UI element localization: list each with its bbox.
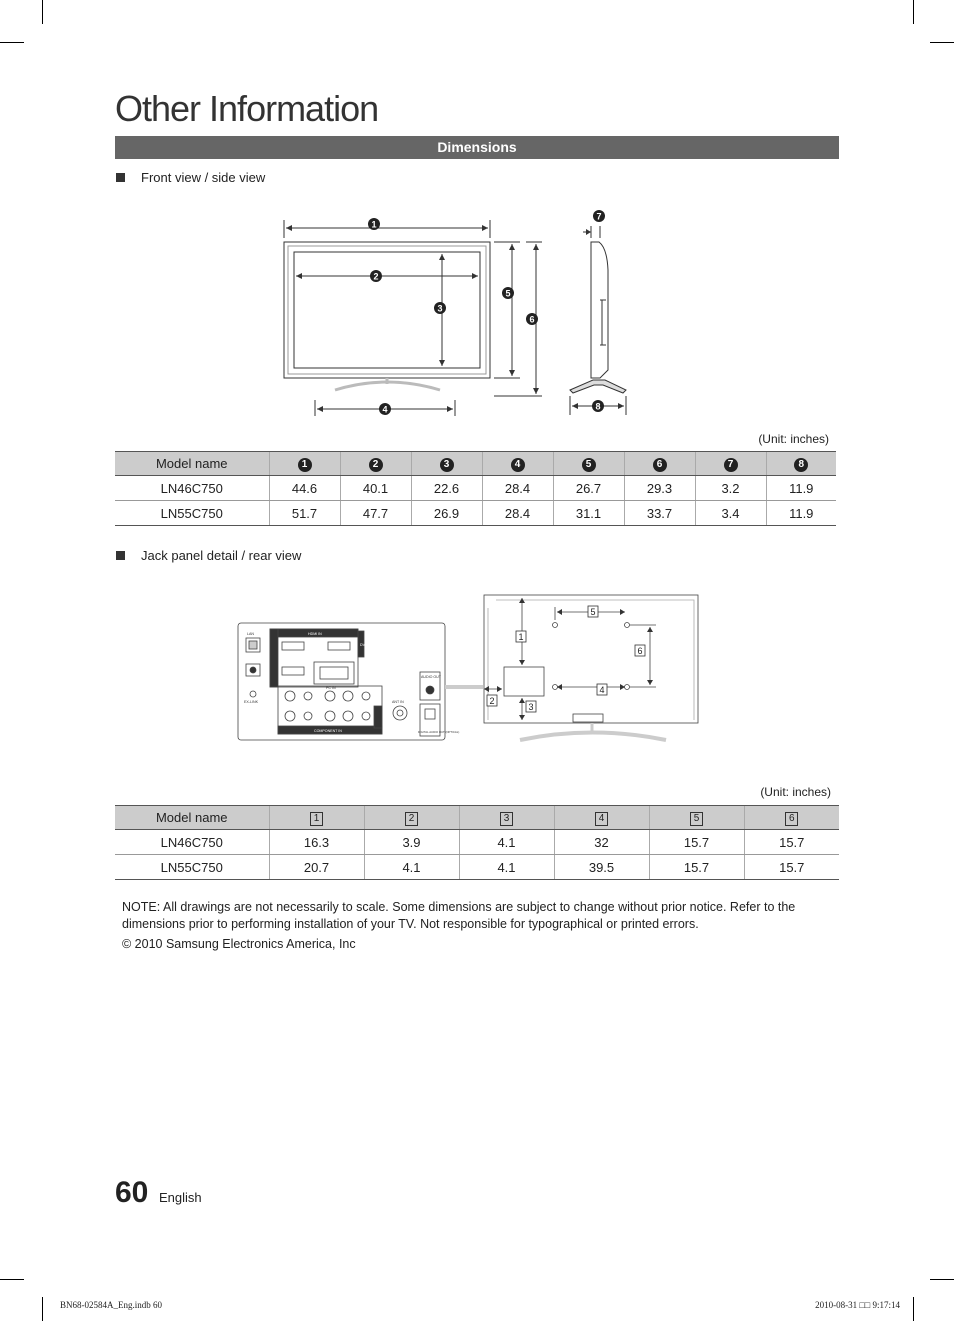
rear-jack-area (504, 667, 544, 696)
front-view-heading-text: Front view / side view (141, 170, 266, 185)
page-number: 60 (115, 1176, 149, 1209)
table-cell: 15.7 (744, 830, 839, 855)
port-label-hdmi: HDMI IN (308, 632, 322, 636)
rear-callout-4: 4 (599, 685, 605, 695)
table-cell: 3.4 (695, 501, 766, 526)
table-cell: 11.9 (766, 501, 836, 526)
table-cell: LN55C750 (115, 855, 269, 880)
port-label-pc: PC IN (326, 686, 336, 690)
table-cell: LN55C750 (115, 501, 269, 526)
table-cell: 28.4 (482, 501, 553, 526)
column-header: 1 (269, 806, 364, 830)
table-row (115, 855, 839, 880)
page-language: English (159, 1190, 202, 1205)
table-cell: 15.7 (649, 855, 744, 880)
crop-mark (42, 0, 43, 24)
tv-bezel-inner (288, 246, 486, 374)
port-label-audio-out: AUDIO OUT (421, 675, 441, 679)
crop-mark (0, 42, 24, 43)
rear-callout-2: 2 (489, 696, 495, 706)
port-label-ant-in: ANT IN (392, 700, 404, 704)
table-cell: 47.7 (340, 501, 411, 526)
table-cell: 26.9 (411, 501, 482, 526)
column-header: 6 (624, 452, 695, 476)
table-cell: LN46C750 (115, 830, 269, 855)
footer-timestamp: 2010-08-31 □□ 9:17:14 (815, 1300, 900, 1310)
bullet-square-icon (116, 551, 125, 560)
table-row (115, 501, 836, 526)
callout-3: 3 (437, 303, 443, 314)
crop-mark (0, 1279, 24, 1280)
column-header: 2 (364, 806, 459, 830)
callout-5: 5 (505, 288, 511, 299)
table-cell: 3.9 (364, 830, 459, 855)
column-header: Model name (115, 452, 269, 476)
port-label-component: COMPONENT IN (314, 729, 342, 733)
copyright-text: © 2010 Samsung Electronics America, Inc (122, 937, 356, 951)
table-cell: 20.7 (269, 855, 364, 880)
page-title: Other Information (115, 88, 379, 129)
column-header: 3 (459, 806, 554, 830)
jack-panel-heading-text: Jack panel detail / rear view (141, 548, 302, 563)
tv-bezel (284, 242, 490, 378)
column-header: 5 (553, 452, 624, 476)
table-cell: 29.3 (624, 476, 695, 501)
callout-6: 6 (529, 314, 535, 325)
footer-file-info: BN68-02584A_Eng.indb 60 (60, 1300, 162, 1310)
table-row (115, 830, 839, 855)
callout-8: 8 (595, 401, 601, 412)
table-cell: 3.2 (695, 476, 766, 501)
callout-1: 1 (371, 219, 377, 230)
table-cell: 4.1 (459, 830, 554, 855)
table-header-row (115, 452, 836, 476)
table-cell: 26.7 (553, 476, 624, 501)
table-cell: 33.7 (624, 501, 695, 526)
rear-callout-3: 3 (528, 702, 534, 712)
table-cell: 4.1 (364, 855, 459, 880)
table-row (115, 476, 836, 501)
table-cell: 31.1 (553, 501, 624, 526)
column-header: 3 (411, 452, 482, 476)
table-cell: 16.3 (269, 830, 364, 855)
column-header: Model name (115, 806, 269, 830)
rear-callout-1: 1 (518, 632, 524, 642)
column-header: 4 (482, 452, 553, 476)
callout-4: 4 (382, 404, 388, 415)
column-header: 5 (649, 806, 744, 830)
column-header: 7 (695, 452, 766, 476)
table-cell: 32 (554, 830, 649, 855)
port-label-dvi: DVI (360, 643, 366, 647)
column-header: 1 (269, 452, 340, 476)
tv-screen (294, 252, 480, 368)
table-cell: 15.7 (649, 830, 744, 855)
table-cell: 15.7 (744, 855, 839, 880)
port-label-lan: LAN (247, 632, 254, 636)
table-header-row (115, 806, 839, 830)
table-cell: 22.6 (411, 476, 482, 501)
column-header: 6 (744, 806, 839, 830)
tv-side-profile (591, 242, 608, 378)
table-cell: 28.4 (482, 476, 553, 501)
table-cell: 44.6 (269, 476, 340, 501)
table-cell: 39.5 (554, 855, 649, 880)
table-cell: 51.7 (269, 501, 340, 526)
table-cell: 4.1 (459, 855, 554, 880)
crop-mark (913, 0, 914, 24)
column-header: 2 (340, 452, 411, 476)
front-view-dimension-table (115, 451, 836, 526)
callout-2: 2 (373, 271, 379, 282)
table-cell: 40.1 (340, 476, 411, 501)
crop-mark (930, 42, 954, 43)
front-view-heading (116, 170, 265, 185)
callout-7: 7 (596, 211, 602, 222)
rear-callout-5: 5 (590, 607, 596, 617)
jack-panel-rear-view-diagram (230, 590, 710, 755)
jack-panel-dimension-table (115, 805, 839, 880)
section-header: Dimensions (115, 136, 839, 159)
rear-stand (520, 733, 666, 741)
rear-callout-6: 6 (637, 646, 643, 656)
table-cell: 11.9 (766, 476, 836, 501)
note-text: NOTE: All drawings are not necessarily to scale. Some dimensions are subject to change without prior notice. Refer to the dimensions prior to performing installation of your TV. Not responsible for typographical or printed errors. (122, 900, 796, 931)
crop-mark (913, 1297, 914, 1321)
connector-band (445, 685, 483, 689)
bullet-square-icon (116, 173, 125, 182)
unit-label: (Unit: inches) (760, 785, 831, 799)
jack-panel-heading (116, 548, 301, 563)
column-header: 8 (766, 452, 836, 476)
table-cell: LN46C750 (115, 476, 269, 501)
crop-mark (930, 1279, 954, 1280)
port-label-digital: DIGITAL AUDIO OUT (OPTICAL) (418, 730, 460, 734)
crop-mark (42, 1297, 43, 1321)
tv-side-stand (570, 380, 626, 393)
column-header: 4 (554, 806, 649, 830)
unit-label: (Unit: inches) (758, 432, 829, 446)
front-side-view-diagram (270, 200, 650, 422)
port-label-ex-link: EX-LINK (244, 700, 258, 704)
